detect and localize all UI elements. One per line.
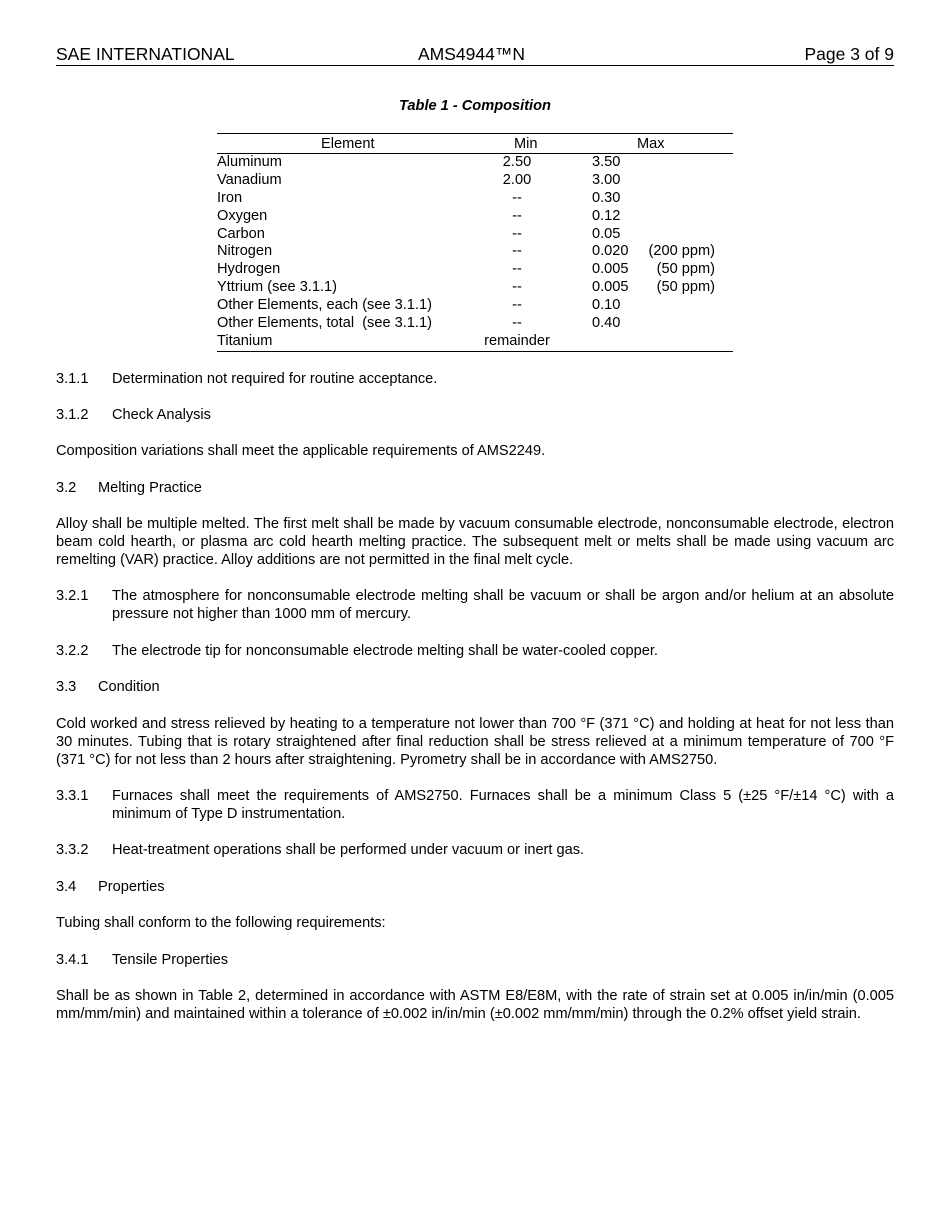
min-cell: 2.50: [502, 154, 532, 170]
table-row: [217, 297, 733, 315]
element-cell: Hydrogen: [217, 261, 281, 278]
element-cell: Yttrium (see 3.1.1): [217, 279, 338, 296]
section-number: 3.3: [56, 679, 77, 695]
section-text: Heat-treatment operations shall be performed under vacuum or inert gas.: [112, 842, 585, 858]
column-header-max: Max: [637, 136, 665, 152]
min-cell: --: [512, 315, 522, 332]
section-number: 3.2.2: [56, 643, 89, 659]
max-cell: 3.50: [592, 154, 621, 170]
table-row: [217, 333, 733, 351]
table-row: [217, 226, 733, 244]
section-title: Melting Practice: [98, 480, 202, 496]
element-cell: Other Elements, total (see 3.1.1): [217, 315, 432, 332]
header-doc-id: AMS4944™N: [418, 44, 525, 64]
element-cell: Oxygen: [217, 207, 268, 224]
table-header-row: [217, 134, 733, 154]
column-header-min: Min: [514, 136, 538, 152]
paragraph: Alloy shall be multiple melted. The first melt shall be made by vacuum consumable electrode, nonconsumable electrode, electron beam cold hearth, or plasma arc cold hearth melting practice. The subsequent melt or melts shall be made using vacuum arc remelting (VAR) practice. Alloy additions are not permitted in the final melt cycle.: [56, 516, 894, 568]
table-row: [217, 315, 733, 333]
max-cell: 0.005: [592, 279, 629, 296]
min-cell: --: [512, 261, 522, 278]
section-number: 3.4.1: [56, 952, 89, 968]
min-cell: --: [512, 225, 522, 242]
section-number: 3.3.1: [56, 788, 89, 804]
header-page-number: Page 3 of 9: [804, 44, 894, 64]
table-row: [217, 243, 733, 261]
paragraph: Cold worked and stress relieved by heating to a temperature not lower than 700 °F (371 °C) and holding at heat for not less than 30 minutes. Tubing that is rotary straightened after final reduction shall be stress relieved at a minimum temperature of 700 °F (371 °C) for not less than 2 hours after straightening. Pyrometry shall be in accordance with AMS2750.: [56, 716, 894, 768]
element-cell: Aluminum: [217, 154, 282, 170]
section-number: 3.1.1: [56, 371, 89, 387]
min-cell: --: [512, 189, 522, 206]
max-cell: 0.12: [592, 207, 621, 224]
max-cell: 0.005: [592, 261, 629, 278]
section-title: Condition: [98, 679, 160, 695]
section-title: Properties: [98, 879, 165, 895]
max-cell: 0.30: [592, 189, 621, 206]
min-cell: --: [512, 243, 522, 260]
max-cell: 0.10: [592, 297, 621, 314]
paragraph: Shall be as shown in Table 2, determined in accordance with ASTM E8/E8M, with the rate of strain set at 0.005 in/in/min (0.005 mm/mm/min) and maintained within a tolerance of ±0.002 in/in/min (±0.002 mm/mm/min) through the 0.2% offset yield strain.: [56, 988, 894, 1022]
section-title: Tensile Properties: [112, 952, 228, 968]
element-cell: Other Elements, each (see 3.1.1): [217, 297, 432, 314]
table-row: [217, 190, 733, 208]
min-cell: 2.00: [502, 171, 532, 188]
max-cell: 0.40: [592, 315, 621, 332]
element-cell: Vanadium: [217, 171, 282, 188]
composition-table: [217, 133, 733, 352]
table-title: Table 1 - Composition: [399, 98, 551, 114]
page-header: [56, 44, 894, 66]
table-row: [217, 261, 733, 279]
min-cell: remainder: [484, 332, 550, 349]
table-row: [217, 172, 733, 190]
min-cell: --: [512, 207, 522, 224]
max-cell: 0.05: [592, 225, 621, 242]
max-cell: 3.00: [592, 171, 621, 188]
section-number: 3.2.1: [56, 588, 89, 604]
section-text: The atmosphere for nonconsumable electrode melting shall be vacuum or shall be argon and/or helium at an absolute pressure not higher than 1000 mm of mercury.: [112, 588, 894, 622]
section-number: 3.3.2: [56, 842, 89, 858]
section-number: 3.4: [56, 879, 77, 895]
column-header-element: Element: [321, 136, 375, 152]
element-cell: Iron: [217, 189, 243, 206]
section-title: Check Analysis: [112, 407, 211, 423]
paragraph: Tubing shall conform to the following requirements:: [56, 915, 386, 931]
min-cell: --: [512, 297, 522, 314]
element-cell: Nitrogen: [217, 243, 273, 260]
ppm-note-cell: (50 ppm): [656, 279, 715, 296]
section-number: 3.2: [56, 480, 77, 496]
section-text: Furnaces shall meet the requirements of AMS2750. Furnaces shall be a minimum Class 5 (±25 °F/±14 °C) with a minimum of Type D instrumentation.: [112, 788, 894, 822]
table-row: [217, 279, 733, 297]
section-text: The electrode tip for nonconsumable electrode melting shall be water-cooled copper.: [112, 643, 658, 659]
table-row: [217, 208, 733, 226]
section-number: 3.1.2: [56, 407, 89, 423]
ppm-note-cell: (200 ppm): [648, 243, 715, 260]
min-cell: --: [512, 279, 522, 296]
header-org: SAE INTERNATIONAL: [56, 44, 235, 64]
element-cell: Carbon: [217, 225, 265, 242]
element-cell: Titanium: [217, 332, 273, 349]
max-cell: 0.020: [592, 243, 629, 260]
ppm-note-cell: (50 ppm): [656, 261, 715, 278]
table-row: [217, 154, 733, 172]
table-body: [217, 154, 733, 351]
section-text: Determination not required for routine acceptance.: [112, 371, 438, 387]
paragraph: Composition variations shall meet the applicable requirements of AMS2249.: [56, 443, 546, 459]
